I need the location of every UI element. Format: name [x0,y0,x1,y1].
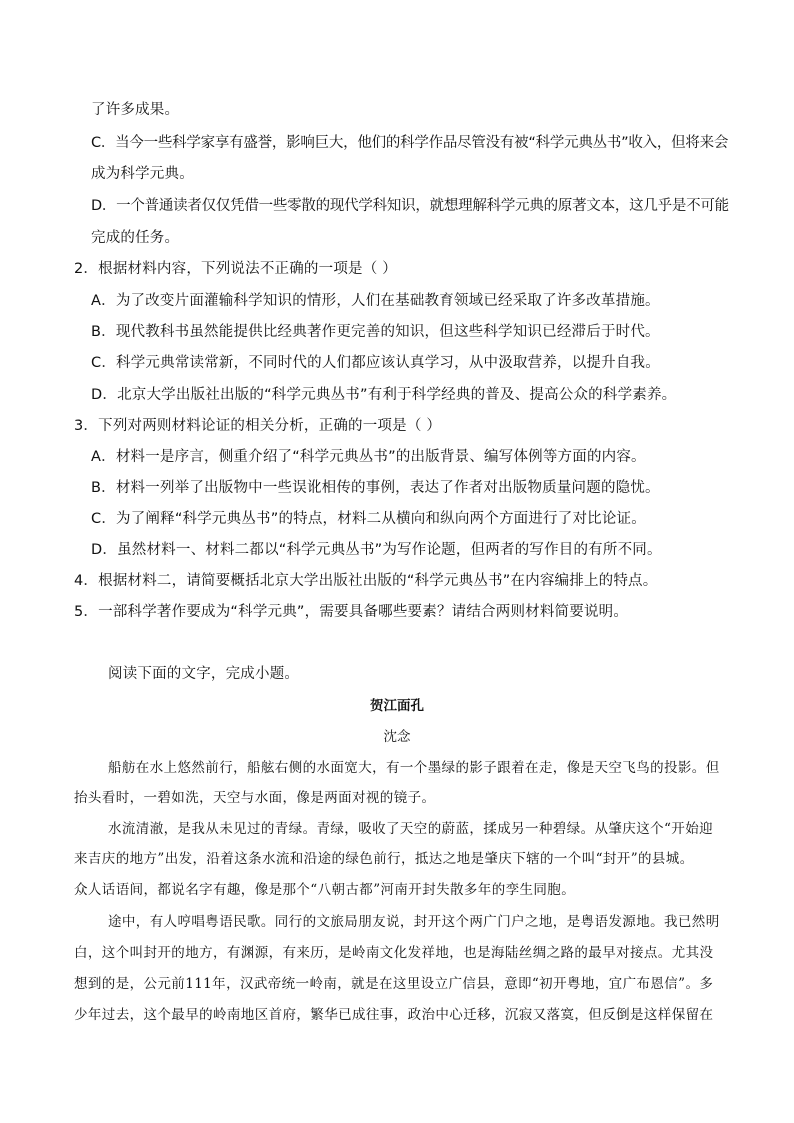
q3-option-b: B．材料一列举了出版物中一些误讹相传的事例，表达了作者对出版物质量问题的隐忧。 [91,480,660,496]
question-2-stem: 2．根据材料内容，下列说法不正确的一项是（ ） [74,261,397,277]
article-line: 途中，有人哼唱粤语民歌。同行的文旅局朋友说，封开这个两广门户之地，是粤语发源地。我已然明 [108,914,720,930]
article-line: 船舫在水上悠然前行，船舷右侧的水面宽大，有一个墨绿的影子跟着在走，像是天空飞鸟的投影。但 [108,760,720,776]
text-line: 了许多成果。 [91,102,180,118]
article-line: 水流清澈，是我从未见过的青绿。青绿，吸收了天空的蔚蓝，揉成另一种碧绿。从肇庆这个“开始迎 [108,821,714,837]
q2-option-b: B．现代教科书虽然能提供比经典著作更完善的知识，但这些科学知识已经滞后于时代。 [91,324,660,340]
text-line: 成为科学元典。 [91,166,194,182]
q2-option-c: C．科学元典常读常新，不同时代的人们都应该认真学习，从中汲取营养，以提升自我。 [91,355,660,371]
article-line: 众人话语间，都说名字有趣，像是那个“八朝古都”河南开封失散多年的孪生同胞。 [74,882,576,898]
question-4: 4．根据材料二，请简要概括北京大学出版社出版的“科学元典丛书”在内容编排上的特点。 [74,573,658,589]
q2-option-d: D．北京大学出版社出版的“科学元典丛书”有利于科学经典的普及、提高公众的科学素养。 [91,387,677,403]
text-line: 完成的任务。 [91,230,180,246]
article-line: 抬头看时，一碧如洗，天空与水面，像是两面对视的镜子。 [74,790,436,806]
q2-option-a: A．为了改变片面灌输科学知识的情形，人们在基础教育领域已经采取了许多改革措施。 [91,293,660,309]
q3-option-a: A．材料一是序言，侧重介绍了“科学元典丛书”的出版背景、编写体例等方面的内容。 [91,449,646,465]
question-3-stem: 3．下列对两则材料论证的相关分析，正确的一项是（ ） [74,418,442,434]
reading-instruction: 阅读下面的文字，完成小题。 [108,666,300,682]
option-d: D．一个普通读者仅仅凭借一些零散的现代学科知识，就想理解科学元典的原著文本，这几乎是不可能 [91,198,729,214]
article-author: 沈念 [383,729,411,745]
article-title: 贺江面孔 [370,698,424,714]
article-line: 想到的是，公元前111年，汉武帝统一岭南，就是在这里设立广信县，意即“初开粤地，宜广布恩信”。多 [74,976,714,992]
option-c: C．当今一些科学家享有盛誉，影响巨大，他们的科学作品尽管没有被“科学元典丛书”收入，但将来会 [91,135,729,151]
article-line: 白，这个叫封开的地方，有渊源，有来历，是岭南文化发祥地，也是海陆丝绸之路的最早对接点。尤其没 [74,945,714,961]
q3-option-d: D．虽然材料一、材料二都以“科学元典丛书”为写作论题，但两者的写作目的有所不同。 [91,542,662,558]
article-line: 少年过去，这个最早的岭南地区首府，繁华已成往事，政治中心迁移，沉寂又落寞，但反倒是这样保留在 [74,1007,714,1023]
q3-option-c: C．为了阐释“科学元典丛书”的特点，材料二从横向和纵向两个方面进行了对比论证。 [91,511,646,527]
question-5: 5．一部科学著作要成为“科学元典”，需要具备哪些要素？请结合两则材料简要说明。 [74,604,629,620]
article-line: 来吉庆的地方”出发，沿着这条水流和沿途的绿色前行，抵达之地是肇庆下辖的一个叫“封开”的县城。 [74,851,694,867]
